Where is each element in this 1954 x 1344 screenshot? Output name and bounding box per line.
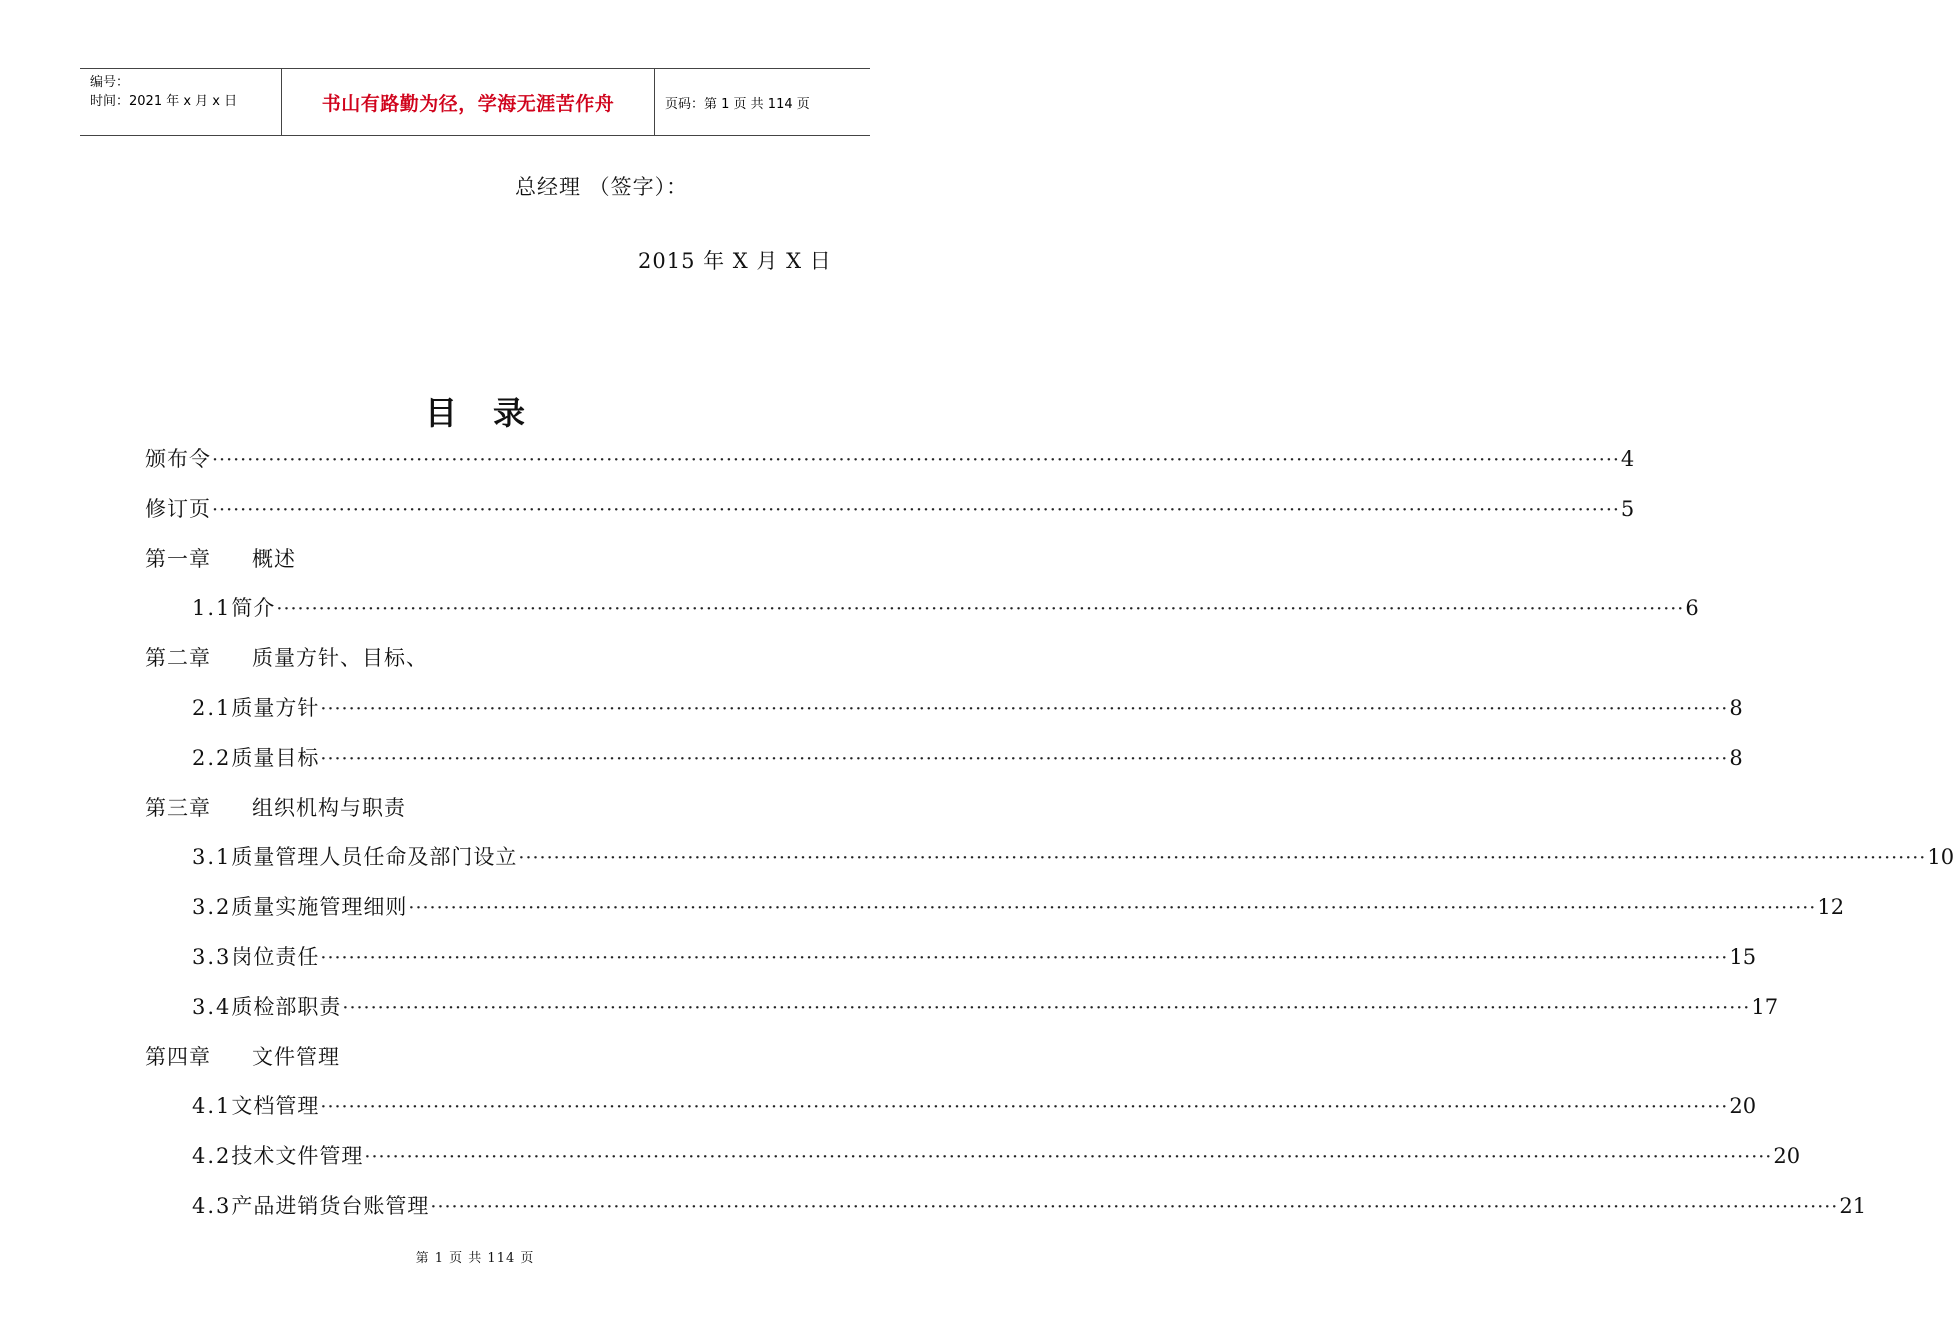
header-meta [80, 69, 282, 135]
toc-entry-title: 质量目标 [231, 745, 320, 770]
toc-leader-dots: ········································································································································································································ [320, 1096, 1729, 1119]
page-header [80, 68, 870, 136]
toc-leader-dots: ········································································································································································································ [276, 598, 1685, 621]
toc-entry-title: 质量实施管理细则 [231, 895, 408, 920]
toc-chapter-number: 第四章 [145, 1044, 211, 1069]
toc-entry[interactable] [192, 592, 1699, 622]
toc-page-number: 20 [1729, 1094, 1757, 1119]
toc-leader-dots: ········································································································································································································ [364, 1146, 1773, 1169]
toc-section-number: 3.1 [192, 845, 232, 870]
toc-section-number: 3.3 [192, 945, 232, 969]
toc-leader-dots: ········································································································································································································ [212, 498, 1620, 521]
toc-page-number: 20 [1773, 1144, 1801, 1169]
toc-page-number: 10 [1927, 845, 1954, 870]
toc-entry[interactable] [192, 1190, 1867, 1220]
header-id-label: 编号： [90, 75, 130, 90]
toc-chapter-number: 第三章 [145, 795, 211, 820]
toc-page-number: 21 [1839, 1194, 1867, 1218]
toc-section-number: 3.4 [192, 994, 232, 1019]
toc-entry[interactable] [192, 1140, 1801, 1170]
toc-section-number: 3.2 [192, 895, 232, 920]
toc-title: 目录 [424, 394, 561, 432]
header-time-label: 时间：2021 年 x 月 x 日 [90, 94, 238, 109]
toc-entry-title: 颁布令 [145, 447, 211, 471]
toc-chapter-number: 第二章 [145, 646, 211, 671]
page-footer: 第 1 页 共 114 页 [415, 1251, 535, 1266]
toc-entry[interactable] [192, 841, 1954, 871]
toc-page-number: 6 [1685, 596, 1699, 621]
toc-entry-title: 文档管理 [231, 1094, 320, 1119]
issue-date: 2015 年 X 月 X 日 [638, 249, 832, 273]
toc-chapter-number: 第一章 [145, 546, 211, 571]
toc-entry-title: 质量方针 [231, 696, 320, 720]
toc-entry-title: 岗位责任 [231, 945, 320, 969]
toc-leader-dots: ········································································································································································································ [430, 1196, 1839, 1218]
toc-entry[interactable] [192, 1090, 1757, 1120]
toc-entry-title: 产品进销货台账管理 [231, 1194, 430, 1218]
toc-leader-dots: ········································································································································································································ [320, 698, 1729, 720]
toc-leader-dots: ········································································································································································································ [518, 847, 1927, 870]
toc-entry[interactable] [192, 692, 1743, 722]
toc-chapter-title: 文件管理 [252, 1044, 340, 1069]
toc-chapter[interactable] [145, 1041, 340, 1071]
toc-leader-dots: ········································································································································································································ [320, 947, 1729, 969]
toc-chapter-title: 概述 [252, 546, 296, 571]
toc-page-number: 15 [1729, 945, 1757, 969]
toc-leader-dots: ········································································································································································································ [212, 449, 1620, 471]
toc-entry-title: 质检部职责 [231, 994, 342, 1019]
toc-section-number: 4.1 [192, 1094, 232, 1119]
signature-line: 总经理 （签字）： [515, 175, 689, 199]
toc-chapter[interactable] [145, 642, 428, 672]
toc-entry[interactable] [192, 891, 1845, 921]
toc-leader-dots: ········································································································································································································ [408, 897, 1817, 920]
toc-page-number: 12 [1817, 895, 1845, 920]
toc-entry[interactable] [145, 443, 1635, 473]
header-motto: 书山有路勤为径，学海无涯苦作舟 [282, 69, 655, 135]
toc-section-number: 1.1 [192, 596, 232, 621]
toc-chapter-title: 组织机构与职责 [252, 795, 406, 820]
toc-page-number: 17 [1751, 994, 1779, 1019]
toc-section-number: 4.3 [192, 1194, 232, 1218]
toc-chapter[interactable] [145, 792, 406, 822]
toc-page-number: 4 [1620, 447, 1635, 471]
toc-entry[interactable] [192, 991, 1779, 1021]
toc-chapter-title: 质量方针、目标、 [252, 646, 428, 671]
toc-entry-title: 技术文件管理 [231, 1144, 364, 1169]
toc-entry[interactable] [192, 941, 1757, 971]
toc-section-number: 2.2 [192, 745, 232, 770]
toc-leader-dots: ········································································································································································································ [320, 747, 1729, 770]
toc-entry-title: 简介 [231, 596, 276, 621]
toc-entry[interactable] [192, 742, 1743, 772]
toc-page-number: 8 [1729, 696, 1743, 720]
toc-page-number: 8 [1729, 745, 1743, 770]
toc-entry-title: 质量管理人员任命及部门设立 [231, 845, 518, 870]
toc-entry[interactable] [145, 493, 1635, 523]
header-page-info: 页码：第 1 页 共 114 页 [665, 96, 810, 112]
toc-page-number: 5 [1620, 496, 1635, 521]
toc-entry-title: 修订页 [145, 496, 211, 521]
toc-chapter[interactable] [145, 543, 296, 573]
toc-leader-dots: ········································································································································································································ [342, 996, 1751, 1019]
toc-section-number: 4.2 [192, 1144, 232, 1169]
toc-section-number: 2.1 [192, 696, 232, 720]
